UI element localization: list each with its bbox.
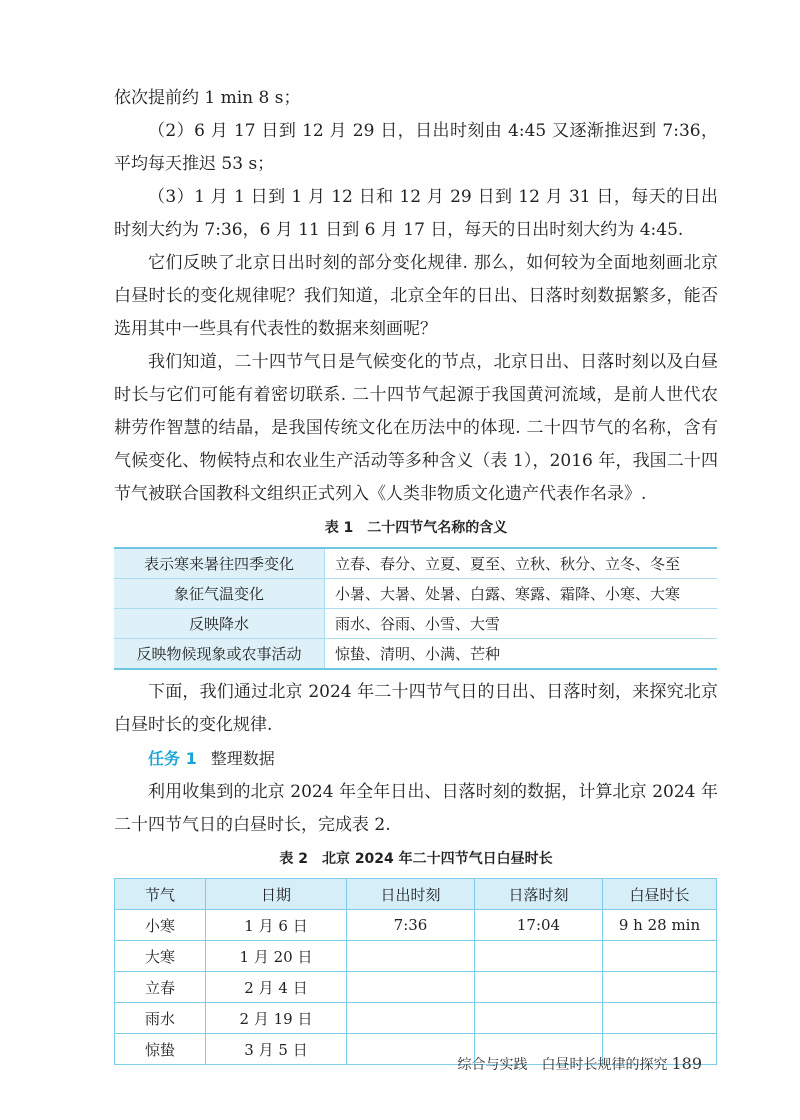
table-cell	[347, 972, 475, 1003]
table-cell: 2 月 4 日	[206, 972, 347, 1003]
table-cell	[347, 1003, 475, 1034]
task-label: 任务 1	[148, 749, 197, 768]
table-cell	[603, 1003, 717, 1034]
page-number: 189	[671, 1054, 702, 1073]
paragraph-3: （3）1 月 1 日到 1 月 12 日和 12 月 29 日到 12 月 31 日，每天的日出时刻大约为 7:36，6 月 11 日到 6 月 17 日，每天的日出时刻大约为 4:45.	[114, 187, 718, 240]
table-row	[114, 609, 717, 639]
table-cell: 2 月 19 日	[206, 1003, 347, 1034]
table-cell: 7:36	[347, 910, 475, 941]
table1-category: 反映物候现象或农事活动	[114, 639, 325, 670]
table-cell: 小寒	[115, 910, 206, 941]
table-row	[115, 941, 717, 972]
table1-category: 反映降水	[114, 609, 325, 639]
table2-header: 节气	[115, 879, 206, 910]
table-header-row	[115, 879, 717, 910]
table-cell: 17:04	[475, 910, 603, 941]
table1-category: 象征气温变化	[114, 579, 325, 609]
paragraph-7: 利用收集到的北京 2024 年全年日出、日落时刻的数据，计算北京 2024 年二十四节气日的白昼时长，完成表 2.	[114, 782, 718, 835]
table-row	[115, 1003, 717, 1034]
table-cell: 1 月 20 日	[206, 941, 347, 972]
table-cell: 3 月 5 日	[206, 1034, 347, 1065]
table2-header: 日出时刻	[347, 879, 475, 910]
table-row	[115, 972, 717, 1003]
table2	[114, 878, 717, 1065]
table-row	[114, 639, 717, 670]
table1-terms: 雨水、谷雨、小雪、大雪	[325, 609, 718, 639]
table-cell: 1 月 6 日	[206, 910, 347, 941]
table1-terms: 立春、春分、立夏、夏至、立秋、秋分、立冬、冬至	[325, 548, 718, 579]
table2-header: 日落时刻	[475, 879, 603, 910]
table-cell: 9 h 28 min	[603, 910, 717, 941]
table-cell	[475, 941, 603, 972]
paragraph-2: （2）6 月 17 日到 12 月 29 日，日出时刻由 4:45 又逐渐推迟到 7:36，平均每天推迟 53 s；	[114, 121, 718, 174]
table1-terms: 惊蛰、清明、小满、芒种	[325, 639, 718, 670]
table-cell	[603, 972, 717, 1003]
table-cell	[603, 941, 717, 972]
table-cell	[347, 941, 475, 972]
table-cell: 惊蛰	[115, 1034, 206, 1065]
table1-terms: 小暑、大暑、处暑、白露、寒露、霜降、小寒、大寒	[325, 579, 718, 609]
paragraph-5: 我们知道，二十四节气日是气候变化的节点，北京日出、日落时刻以及白昼时长与它们可能有着密切联系. 二十四节气起源于我国黄河流域，是前人世代农耕劳作智慧的结晶，是我国传统文化在历法中的体现. 二十四节气的名称，含有气候变化、物候特点和农业生产活动等多种含义（表 1），2016 年，我国二十四节气被联合国教科文组织正式列入《人类非物质文化遗产代表作名录》.	[114, 352, 718, 504]
table1	[114, 547, 717, 670]
table2-header: 日期	[206, 879, 347, 910]
table-cell: 大寒	[115, 941, 206, 972]
page-content	[114, 82, 718, 1065]
task-title: 整理数据	[210, 749, 275, 768]
table-cell: 立春	[115, 972, 206, 1003]
table-cell	[475, 1003, 603, 1034]
table-cell	[475, 972, 603, 1003]
table1-category: 表示寒来暑往四季变化	[114, 548, 325, 579]
paragraph-1: 依次提前约 1 min 8 s；	[114, 88, 301, 108]
table-cell	[347, 1034, 475, 1065]
table-row	[114, 548, 717, 579]
task-heading	[114, 742, 718, 776]
footer-section-title: 综合与实践 白昼时长规律的探究	[457, 1057, 668, 1073]
paragraph-4: 它们反映了北京日出时刻的部分变化规律. 那么，如何较为全面地刻画北京白昼时长的变化规律呢？我们知道，北京全年的日出、日落时刻数据繁多，能否选用其中一些具有代表性的数据来刻画呢？	[114, 253, 718, 339]
table2-header: 白昼时长	[603, 879, 717, 910]
table2-caption: 表 2 北京 2024 年二十四节气日白昼时长	[279, 851, 553, 867]
table1-caption: 表 1 二十四节气名称的含义	[324, 520, 508, 536]
table-row	[115, 910, 717, 941]
table-row	[114, 579, 717, 609]
table-cell: 雨水	[115, 1003, 206, 1034]
paragraph-6: 下面，我们通过北京 2024 年二十四节气日的日出、日落时刻，来探究北京白昼时长的变化规律.	[114, 682, 718, 735]
page-footer	[457, 1054, 702, 1074]
